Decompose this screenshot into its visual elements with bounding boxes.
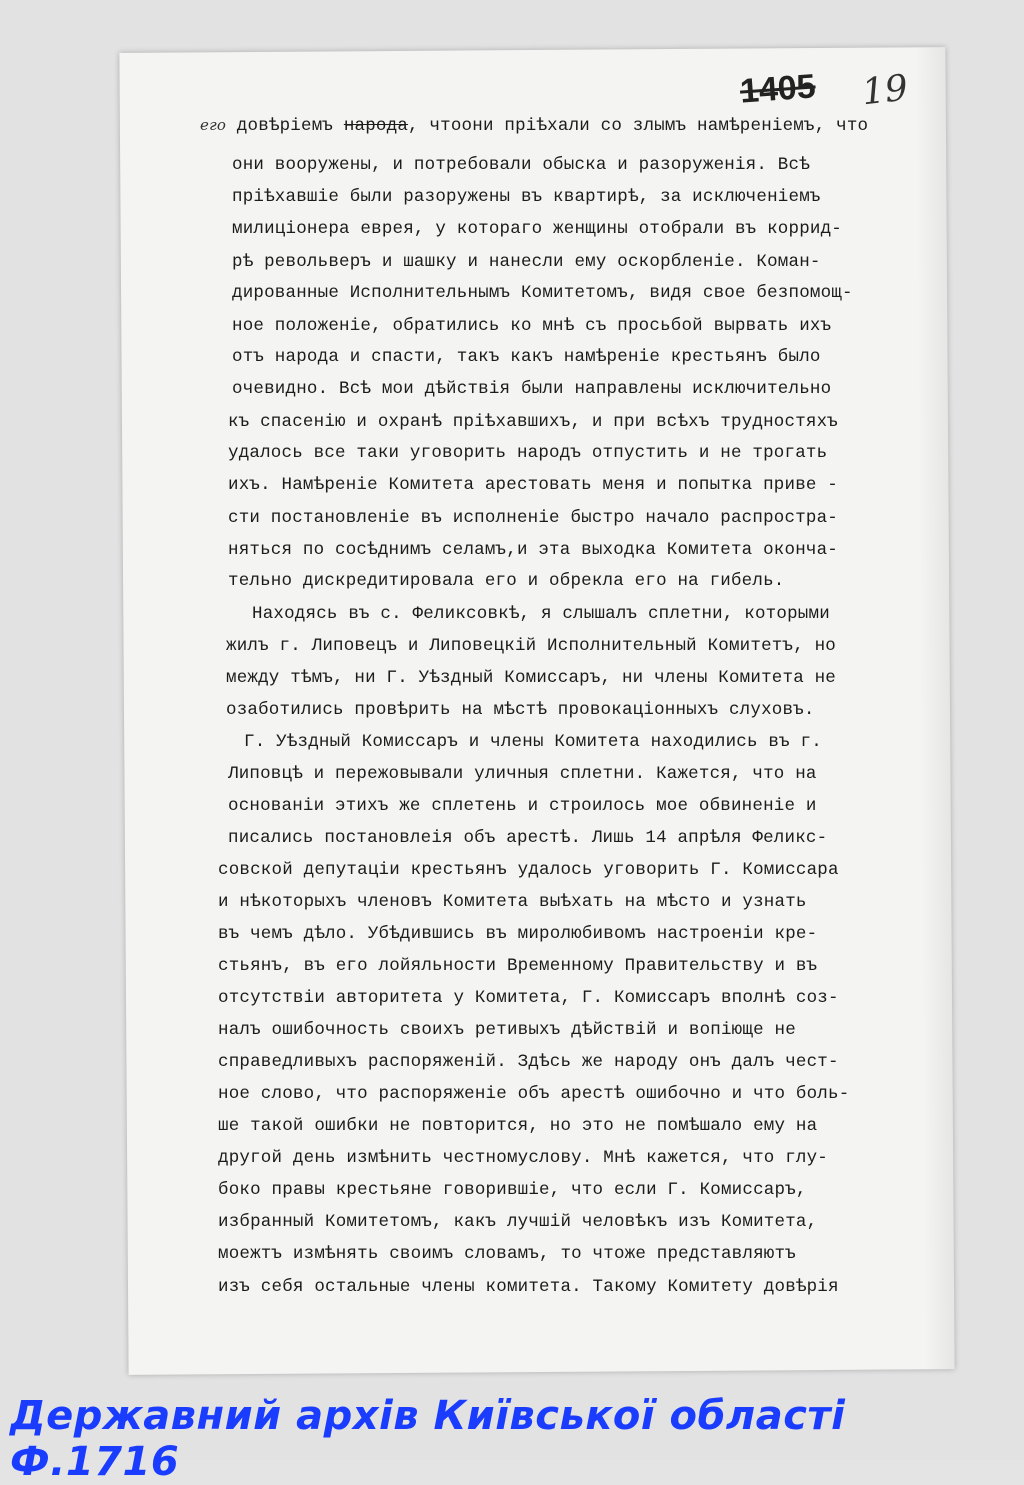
text-line: ное слово, что распоряженіе объ арестѣ ошибочно и что боль- <box>218 1084 850 1104</box>
text-line: они вооружены, и потребовали обыска и разоруженія. Всѣ <box>232 155 810 175</box>
text-line: стьянъ, въ его лойяльности Временному Правительству и въ <box>218 956 818 976</box>
text-line: дированные Исполнительнымъ Комитетомъ, видя свое безпомощ- <box>232 283 853 303</box>
text-line: пріѣхавшіе были разоружены въ квартирѣ, за исключеніемъ <box>232 187 821 207</box>
text-line: удалось все таки уговорить народъ отпустить и не трогать <box>228 443 828 463</box>
text-line: милиціонера еврея, у котораго женщины отобрали въ коррид- <box>232 219 842 239</box>
text-line: справедливыхъ распоряженій. Здѣсь же народу онъ далъ чест- <box>218 1052 839 1072</box>
text-line: рѣ револьверъ и шашку и нанесли ему оскорбленіе. Коман- <box>232 252 821 272</box>
text-line: жилъ г. Липовецъ и Липовецкій Исполнительный Комитетъ, но <box>226 636 836 656</box>
text-line: избранный Комитетомъ, какъ лучшій человѣкъ изъ Комитета, <box>218 1212 818 1232</box>
text-line: совской депутаціи крестьянъ удалось уговорить Г. Комиссара <box>218 860 839 880</box>
folio-stamp: 1405 <box>738 67 817 111</box>
archive-caption: Державний архів Київської області Ф.1716 <box>10 1393 846 1485</box>
text-line: отъ народа и спасти, такъ какъ намѣреніе крестьянъ было <box>232 347 821 367</box>
text-line: озаботились провѣрить на мѣстѣ провокаціонныхъ слуховъ. <box>226 700 815 720</box>
text-line: ихъ. Намѣреніе Комитета арестовать меня и попытка приве - <box>228 475 838 495</box>
text-line: налъ ошибочность своихъ ретивыхъ дѣйствій и вопіюще не <box>218 1020 796 1040</box>
text-line: очевидно. Всѣ мои дѣйствія были направлены исключительно <box>232 379 832 399</box>
text-line: Г. Уѣздный Комиссаръ и члены Комитета находились въ г. <box>244 732 822 752</box>
text-line: моежтъ измѣнять своимъ словамъ, то чтоже представляютъ <box>218 1244 796 1264</box>
text-line: его довѣріемъ народа, чтоони пріѣхали со злымъ намѣреніемъ, что <box>200 116 869 136</box>
text-line: изъ себя остальные члены комитета. Такому Комитету довѣрія <box>218 1277 839 1297</box>
text-line: няться по сосѣднимъ селамъ,и эта выходка Комитета оконча- <box>228 540 838 560</box>
text-line: къ спасенію и охранѣ пріѣхавшихъ, и при всѣхъ трудностяхъ <box>228 412 838 432</box>
text-line: Находясь въ с. Феликсовкѣ, я слышалъ сплетни, которыми <box>252 604 830 624</box>
text-line: основаніи этихъ же сплетень и строилось мое обвиненіе и <box>228 796 817 816</box>
text-line: и нѣкоторыхъ членовъ Комитета выѣхать на мѣсто и узнать <box>218 892 807 912</box>
text-line: тельно дискредитировала его и обрекла его на гибель. <box>228 571 785 591</box>
text-line: въ чемъ дѣло. Убѣдившись въ миролюбивомъ настроеніи кре- <box>218 924 818 944</box>
text-line: Липовцѣ и пережовывали уличныя сплетни. Кажется, что на <box>228 764 817 784</box>
text-line: между тѣмъ, ни Г. Уѣздный Комиссаръ, ни члены Комитета не <box>226 668 836 688</box>
struck-word: народа <box>343 116 409 136</box>
text-line: ное положеніе, обратились ко мнѣ съ просьбой вырвать ихъ <box>232 316 832 336</box>
text-line: ше такой ошибки не повторится, но это не помѣшало ему на <box>218 1116 818 1136</box>
text-line: другой день измѣнить честномуслову. Мнѣ кажется, что глу- <box>218 1148 828 1168</box>
margin-handwritten-note: его <box>200 116 227 134</box>
text-line: сти постановленіе въ исполненіе быстро начало распростра- <box>228 508 838 528</box>
folio-number: 19 <box>859 67 910 114</box>
text-line: боко правы крестьяне говорившіе, что если Г. Комиссаръ, <box>218 1180 807 1200</box>
text-line: отсутствіи авторитета у Комитета, Г. Комиссаръ вполнѣ соз- <box>218 988 839 1008</box>
text-line: писались постановлеія объ арестѣ. Лишь 14 апрѣля Феликс- <box>228 828 828 848</box>
